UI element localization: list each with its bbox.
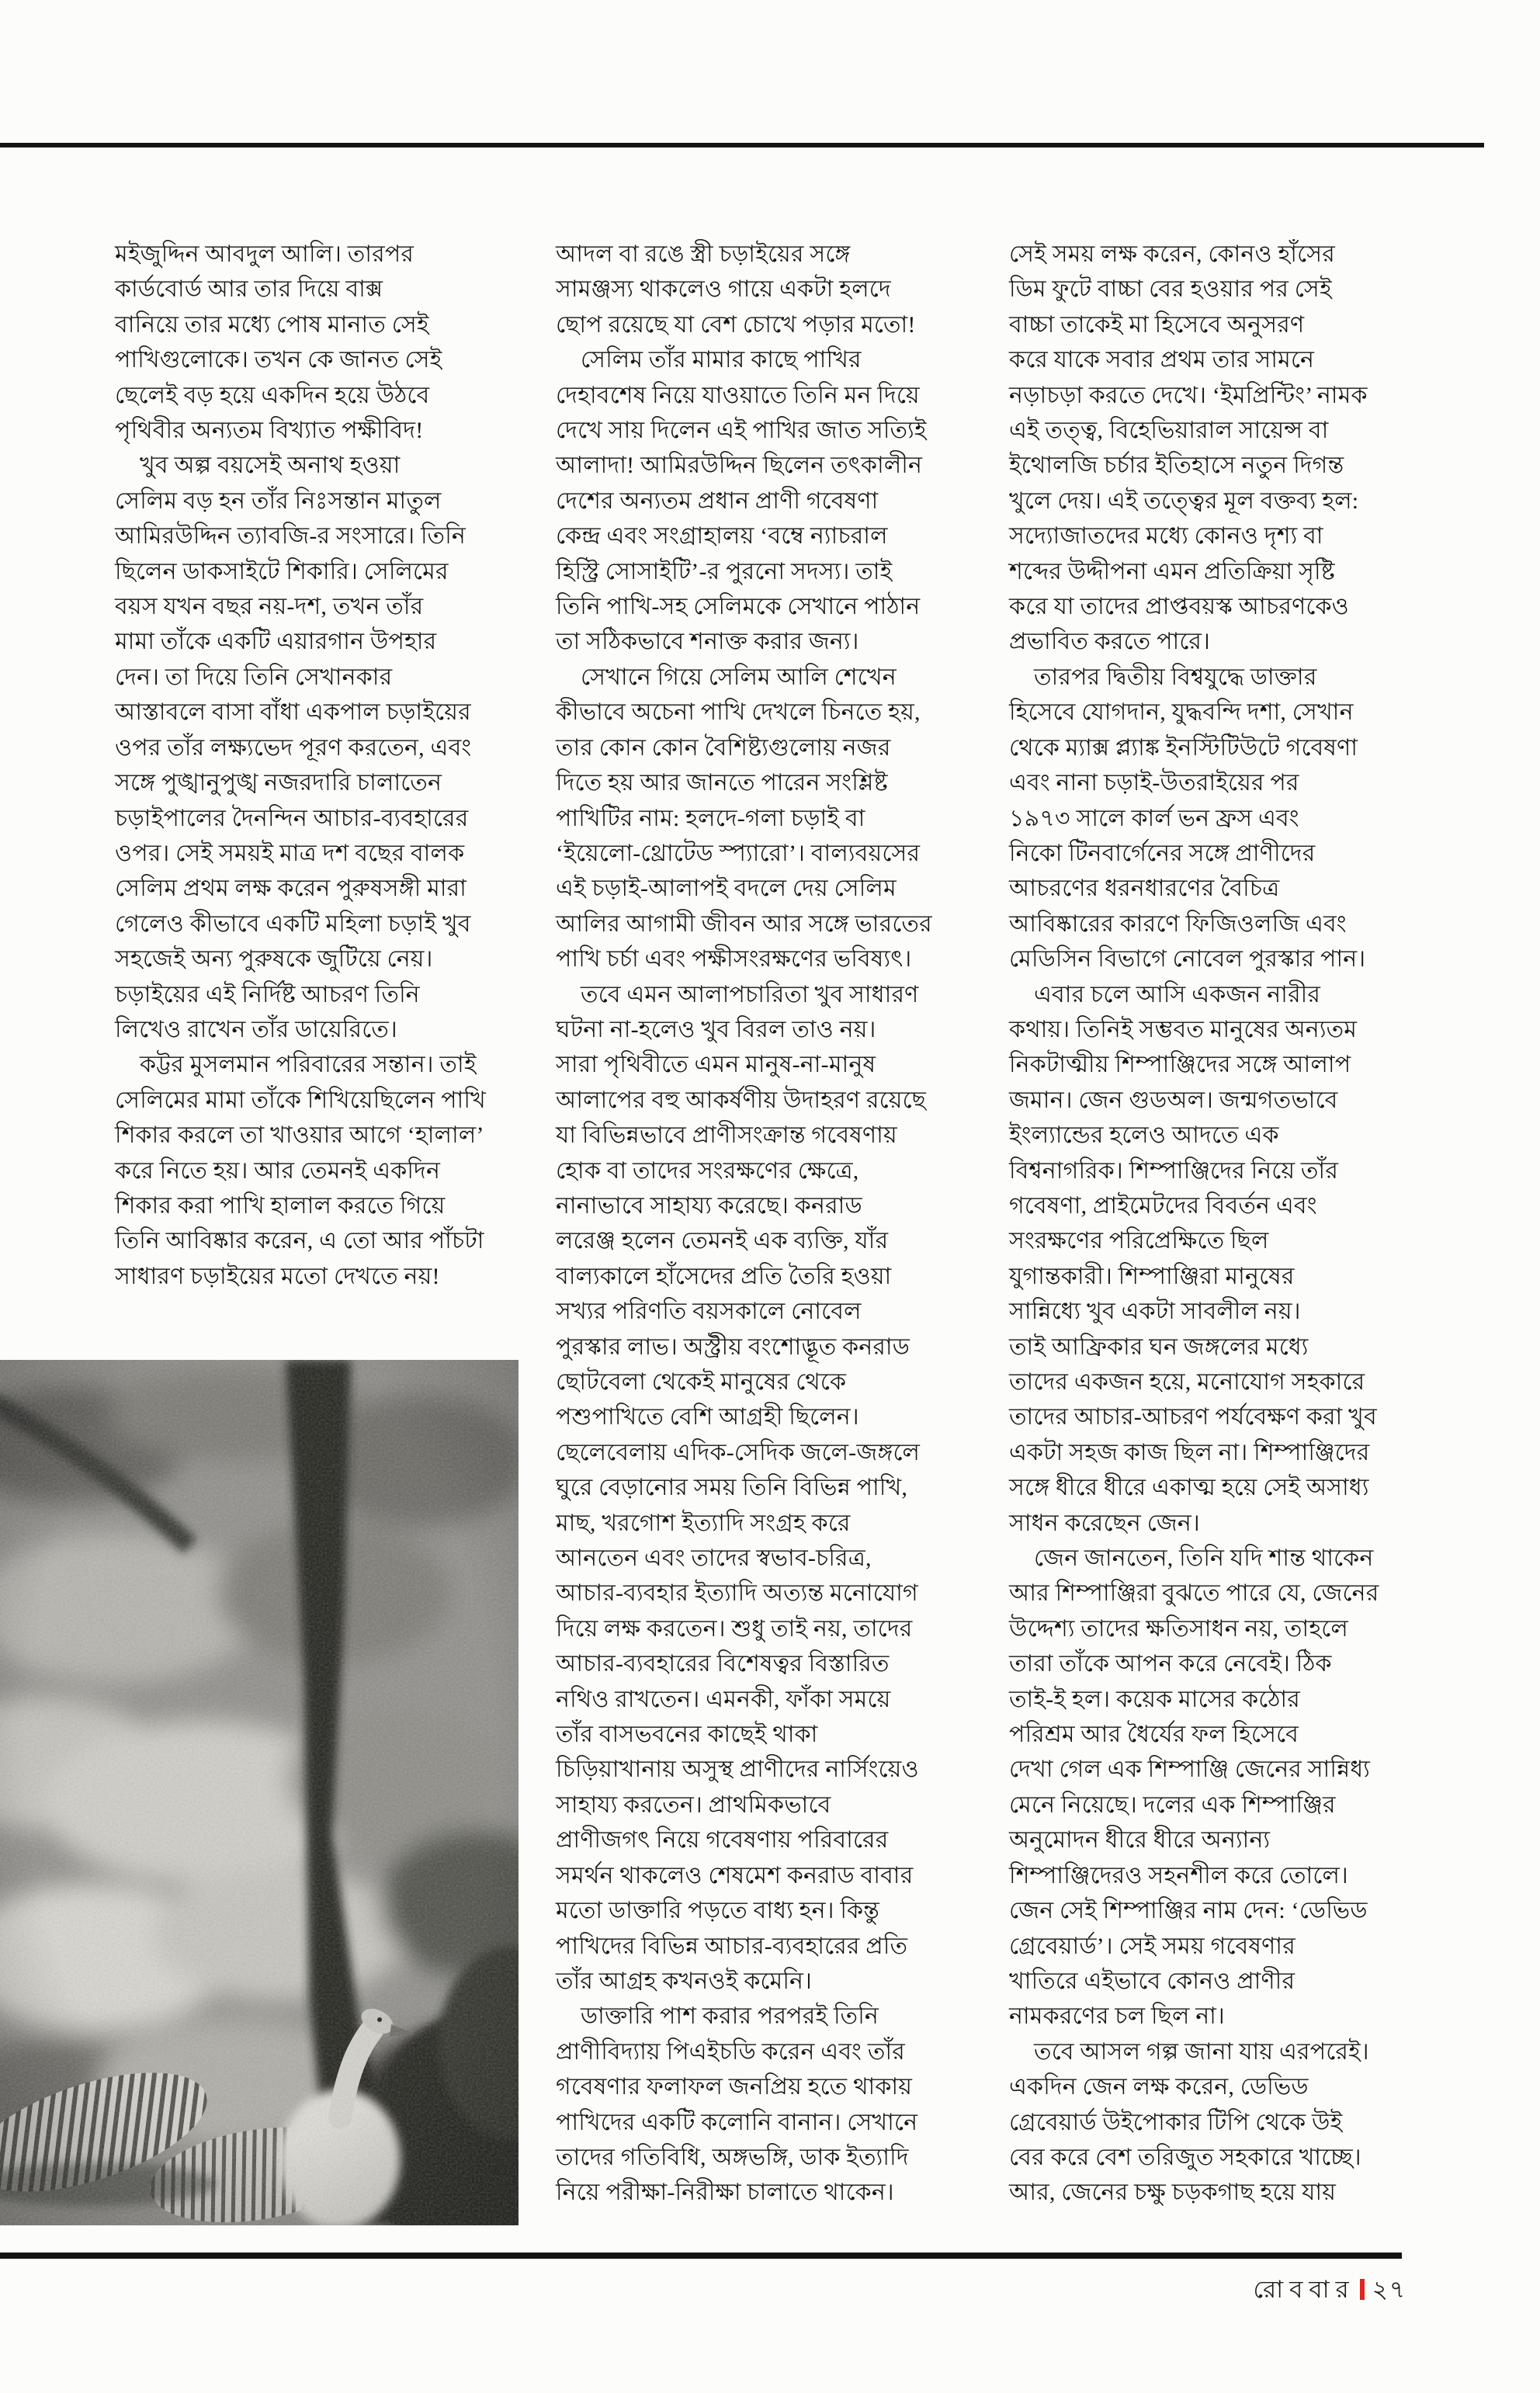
- text-line: তিনি পাখি-সহ সেলিমকে সেখানে পাঠান: [556, 594, 921, 620]
- text-line: ছিলেন ডাকসাইটে শিকারি। সেলিমের: [115, 558, 449, 584]
- text-line: লিখেও রাখেন তাঁর ডায়েরিতে।: [115, 1016, 397, 1042]
- footer-divider-bar: [1360, 2279, 1365, 2300]
- article-column-2: [556, 237, 975, 2211]
- text-line: দেখা গেল এক শিম্পাঞ্জি জেনের সান্নিধ্য: [1009, 1757, 1371, 1783]
- text-line: নিকো টিনবার্গেনের সঙ্গে প্রাণীদের: [1009, 840, 1316, 866]
- bottom-rule: [0, 2253, 1402, 2259]
- text-line: বাচ্চা তাকেই মা হিসেবে অনুসরণ: [1009, 311, 1305, 338]
- top-rule: [0, 143, 1484, 147]
- text-line: ছেলেবেলায় এদিক-সেদিক জলে-জঙ্গলে: [556, 1439, 921, 1465]
- text-line: থেকে ম্যাক্স প্ল্যাঙ্ক ইনস্টিটিউটে গবেষণা: [1009, 734, 1358, 761]
- text-line: ছোপ রয়েছে যা বেশ চোখে পড়ার মতো!: [556, 311, 916, 338]
- text-line: মেডিসিন বিভাগে নোবেল পুরস্কার পান।: [1009, 946, 1366, 973]
- text-line: আচরণের ধরনধারণের বৈচিত্র: [1009, 876, 1280, 902]
- text-line: তিনি আবিষ্কার করেন, এ তো আর পাঁচটা: [115, 1228, 484, 1254]
- text-line: ঘটনা না-হলেও খুব বিরল তাও নয়।: [556, 1016, 876, 1042]
- text-line: কীভাবে অচেনা পাখি দেখলে চিনতে হয়,: [556, 699, 921, 726]
- text-line: সেখানে গিয়ে সেলিম আলি শেখেন: [581, 664, 897, 690]
- page-footer: [0, 2271, 1406, 2311]
- text-line: বাল্যকালে হাঁসেদের প্রতি তৈরি হওয়া: [556, 1263, 892, 1289]
- text-line: এই চড়াই-আলাপই বদলে দেয় সেলিম: [556, 876, 897, 902]
- text-line: পাখিদের একটি কলোনি বানান। সেখানে: [556, 2109, 918, 2135]
- text-line: মইজুদ্দিন আবদুল আলি। তারপর: [115, 241, 414, 267]
- text-line: উদ্দেশ্য তাদের ক্ষতিসাধন নয়, তাহলে: [1009, 1615, 1348, 1642]
- text-line: দিতে হয় আর জানতে পারেন সংশ্লিষ্ট: [556, 770, 888, 796]
- text-line: তাদের একজন হয়ে, মনোযোগ সহকারে: [1009, 1369, 1365, 1395]
- geese-photo: [0, 1360, 519, 2225]
- text-line: সঙ্গে পুঙ্খানুপুঙ্খ নজরদারি চালাতেন: [115, 770, 442, 796]
- text-line: আর শিম্পাঞ্জিরা বুঝতে পারে যে, জেনের: [1009, 1580, 1379, 1607]
- text-line: নামকরণের চল ছিল না।: [1009, 2003, 1225, 2030]
- text-line: সাহায্য করতেন। প্রাথমিকভাবে: [556, 1791, 831, 1818]
- text-line: আলির আগামী জীবন আর সঙ্গে ভারতের: [556, 910, 932, 937]
- text-line: জমান। জেন গুডঅল। জন্মগতভাবে: [1009, 1087, 1338, 1113]
- text-line: দেহাবশেষ নিয়ে যাওয়াতে তিনি মন দিয়ে: [556, 382, 920, 408]
- text-line: বিশ্বনাগরিক। শিম্পাঞ্জিদের নিয়ে তাঁর: [1009, 1157, 1339, 1184]
- text-line: গবেষণার ফলাফল জনপ্রিয় হতে থাকায়: [556, 2074, 913, 2100]
- text-line: সান্নিধ্যে খুব একটা সাবলীল নয়।: [1009, 1299, 1301, 1325]
- text-line: জেন সেই শিম্পাঞ্জির নাম দেন: ‘ডেভিড: [1009, 1898, 1368, 1924]
- text-line: চিড়িয়াখানায় অসুস্থ প্রাণীদের নার্সিংয়েও: [556, 1757, 919, 1783]
- text-line: দেশের অন্যতম প্রধান প্রাণী গবেষণা: [556, 487, 879, 514]
- page-number: ২৭: [1372, 2276, 1406, 2303]
- text-line: কার্ডবোর্ড আর তার দিয়ে বাক্স: [115, 276, 383, 303]
- text-line: দিয়ে লক্ষ করতেন। শুধু তাই নয়, তাদের: [556, 1615, 913, 1642]
- text-line: শিম্পাঞ্জিদেরও সহনশীল করে তোলে।: [1009, 1862, 1348, 1888]
- article-column-1: [115, 237, 530, 1294]
- text-line: নিয়ে পরীক্ষা-নিরীক্ষা চালাতে থাকেন।: [556, 2180, 894, 2206]
- geese-photo-illustration: [0, 1360, 519, 2225]
- text-line: পুরস্কার লাভ। অস্ট্রীয় বংশোদ্ভূত কনরাড: [556, 1333, 910, 1360]
- text-line: সংরক্ষণের পরিপ্রেক্ষিতে ছিল: [1009, 1228, 1269, 1254]
- text-line: তারা তাঁকে আপন করে নেবেই। ঠিক: [1009, 1651, 1332, 1677]
- text-line: সেলিম বড় হন তাঁর নিঃসন্তান মাতুল: [115, 487, 442, 514]
- text-line: পাখিটির নাম: হলদে-গলা চড়াই বা: [556, 805, 865, 831]
- text-line: চড়াইপালের দৈনন্দিন আচার-ব্যবহারের: [115, 805, 469, 831]
- text-line: সেলিম তাঁর মামার কাছে পাখির: [581, 347, 862, 373]
- text-line: তাই-ই হল। কয়েক মাসের কঠোর: [1009, 1686, 1300, 1712]
- text-line: আচার-ব্যবহারের বিশেষত্বর বিস্তারিত: [556, 1651, 890, 1677]
- text-line: আস্তাবলে বাসা বাঁধা একপাল চড়াইয়ের: [115, 699, 471, 726]
- text-line: তার কোন কোন বৈশিষ্ট্যগুলোয় নজর: [556, 734, 891, 761]
- text-line: মেনে নিয়েছে। দলের এক শিম্পাঞ্জির: [1009, 1791, 1336, 1818]
- text-line: গ্রেবেয়ার্ড উইপোকার টিপি থেকে উই: [1009, 2109, 1343, 2135]
- text-line: গবেষণা, প্রাইমেটদের বিবর্তন এবং: [1009, 1192, 1317, 1219]
- text-line: তাদের গতিবিধি, অঙ্গভঙ্গি, ডাক ইত্যাদি: [556, 2144, 909, 2170]
- text-line: লরেঞ্জ হলেন তেমনই এক ব্যক্তি, যাঁর: [556, 1228, 889, 1254]
- text-line: চড়াইয়ের এই নির্দিষ্ট আচরণ তিনি: [115, 981, 420, 1007]
- text-line: আলাপের বহু আকর্ষণীয় উদাহরণ রয়েছে: [556, 1087, 927, 1113]
- text-line: সেলিম প্রথম লক্ষ করেন পুরুষসঙ্গী মারা: [115, 876, 467, 902]
- text-line: করে যাকে সবার প্রথম তার সামনে: [1009, 347, 1315, 373]
- text-line: জেন জানতেন, তিনি যদি শান্ত থাকেন: [1034, 1545, 1374, 1572]
- text-line: ‘ইয়েলো-থ্রোটেড স্প্যারো’। বাল্যবয়সের: [556, 840, 921, 866]
- text-line: তাঁর বাসভবনের কাছেই থাকা: [556, 1722, 818, 1748]
- text-line: এই তত্ত্ব, বিহেভিয়ারাল সায়েন্স বা: [1009, 418, 1329, 444]
- text-line: সেই সময় লক্ষ করেন, কোনও হাঁসের: [1009, 241, 1335, 267]
- text-line: যুগান্তকারী। শিম্পাঞ্জিরা মানুষের: [1009, 1263, 1295, 1289]
- text-line: নথিও রাখতেন। এমনকী, ফাঁকা সময়ে: [556, 1686, 891, 1712]
- text-line: করে নিতে হয়। আর তেমনই একদিন: [115, 1157, 441, 1184]
- text-line: তাই আফ্রিকার ঘন জঙ্গলের মধ্যে: [1009, 1333, 1309, 1360]
- text-line: ছোটবেলা থেকেই মানুষের থেকে: [556, 1369, 847, 1395]
- text-line: এবার চলে আসি একজন নারীর: [1034, 981, 1321, 1007]
- text-line: পশুপাখিতে বেশি আগ্রহী ছিলেন।: [556, 1404, 859, 1431]
- text-line: একটা সহজ কাজ ছিল না। শিম্পাঞ্জিদের: [1009, 1439, 1370, 1465]
- text-line: পাখিদের বিভিন্ন আচার-ব্যবহারের প্রতি: [556, 1933, 908, 1959]
- text-line: দেখে সায় দিলেন এই পাখির জাত সত্যিই: [556, 418, 927, 444]
- text-line: তাদের আচার-আচরণ পর্যবেক্ষণ করা খুব: [1009, 1404, 1377, 1431]
- text-line: নানাভাবে সাহায্য করেছে। কনরাড: [556, 1192, 862, 1219]
- text-line: একদিন জেন লক্ষ করেন, ডেভিড: [1009, 2074, 1309, 2100]
- text-line: প্রাণীজগৎ নিয়ে গবেষণায় পরিবারের: [556, 1827, 889, 1854]
- text-line: প্রভাবিত করতে পারে।: [1009, 629, 1211, 655]
- text-line: আর, জেনের চক্ষু চড়কগাছ হয়ে যায়: [1009, 2180, 1337, 2206]
- text-line: পরিশ্রম আর ধৈর্যের ফল হিসেবে: [1009, 1722, 1299, 1748]
- text-line: হিস্ট্রি সোসাইটি’-র পুরনো সদস্য। তাই: [556, 558, 893, 584]
- text-line: তবে আসল গল্প জানা যায় এরপরেই।: [1034, 2038, 1369, 2065]
- text-line: বের করে বেশ তরিজুত সহকারে খাচ্ছে।: [1009, 2144, 1361, 2170]
- text-line: ঘুরে বেড়ানোর সময় তিনি বিভিন্ন পাখি,: [556, 1475, 908, 1501]
- text-line: করে যা তাদের প্রাপ্তবয়স্ক আচরণকেও: [1009, 594, 1349, 620]
- text-line: বানিয়ে তার মধ্যে পোষ মানাত সেই: [115, 311, 429, 338]
- text-line: যা বিভিন্নভাবে প্রাণীসংক্রান্ত গবেষণায়: [556, 1122, 897, 1149]
- text-line: অনুমোদন ধীরে ধীরে অন্যান্য: [1009, 1827, 1271, 1854]
- text-line: কেন্দ্র এবং সংগ্রাহালয় ‘বম্বে ন্যাচরাল: [556, 523, 888, 550]
- text-line: তারপর দ্বিতীয় বিশ্বযুদ্ধে ডাক্তার: [1034, 664, 1317, 690]
- text-line: গেলেও কীভাবে একটি মহিলা চড়াই খুব: [115, 910, 471, 937]
- text-line: আবিষ্কারের কারণে ফিজিওলজি এবং: [1009, 910, 1347, 937]
- text-line: খুব অল্প বয়সেই অনাথ হওয়া: [140, 453, 401, 479]
- text-line: ওপর তাঁর লক্ষ্যভেদ পূরণ করতেন, এবং: [115, 734, 472, 761]
- text-line: এবং নানা চড়াই-উতরাইয়ের পর: [1009, 770, 1299, 796]
- text-line: আমিরউদ্দিন ত্যাবজি-র সংসারে। তিনি: [115, 523, 466, 550]
- text-line: সহজেই অন্য পুরুষকে জুটিয়ে নেয়।: [115, 946, 433, 973]
- text-line: তবে এমন আলাপচারিতা খুব সাধারণ: [581, 981, 919, 1007]
- text-line: সমর্থন থাকলেও শেষমেশ কনরাড বাবার: [556, 1862, 914, 1888]
- text-line: সামঞ্জস্য থাকলেও গায়ে একটা হলদে: [556, 276, 891, 303]
- text-line: আনতেন এবং তাদের স্বভাব-চরিত্র,: [556, 1545, 872, 1572]
- text-line: প্রাণীবিদ্যায় পিএইচডি করেন এবং তাঁর: [556, 2038, 905, 2065]
- text-line: মামা তাঁকে একটি এয়ারগান উপহার: [115, 629, 437, 655]
- text-line: সাধন করেছেন জেন।: [1009, 1510, 1200, 1536]
- text-line: ডাক্তারি পাশ করার পরপরই তিনি: [581, 2003, 879, 2030]
- text-line: ইংল্যান্ডের হলেও আদতে এক: [1009, 1122, 1279, 1149]
- text-line: ১৯৭৩ সালে কার্ল ভন ফ্রস এবং: [1009, 805, 1299, 831]
- text-line: সখ্যর পরিণতি বয়সকালে নোবেল: [556, 1299, 862, 1325]
- text-line: তাঁর আগ্রহ কখনওই কমেনি।: [556, 1968, 813, 1994]
- magazine-name: রোববার: [1253, 2276, 1355, 2303]
- text-line: মতো ডাক্তারি পড়তে বাধ্য হন। কিন্তু: [556, 1898, 880, 1924]
- text-line: নড়াচড়া করতে দেখে। ‘ইমপ্রিন্টিং’ নামক: [1009, 382, 1368, 408]
- text-line: পাখিগুলোকে। তখন কে জানত সেই: [115, 347, 442, 373]
- text-line: শিকার করলে তা খাওয়ার আগে ‘হালাল’: [115, 1122, 484, 1149]
- text-line: তা সঠিকভাবে শনাক্ত করার জন্য।: [556, 629, 859, 655]
- text-line: হিসেবে যোগদান, যুদ্ধবন্দি দশা, সেখান: [1009, 699, 1354, 726]
- text-line: কট্টর মুসলমান পরিবারের সন্তান। তাই: [140, 1052, 477, 1078]
- text-line: ওপর। সেই সময়ই মাত্র দশ বছের বালক: [115, 840, 465, 866]
- text-line: কথায়। তিনিই সম্ভবত মানুষের অন্যতম: [1009, 1016, 1358, 1042]
- text-line: খুলে দেয়। এই তত্ত্বের মূল বক্তব্য হল:: [1009, 487, 1359, 514]
- text-line: সেলিমের মামা তাঁকে শিখিয়েছিলেন পাখি: [115, 1087, 486, 1113]
- text-line: মাছ, খরগোশ ইত্যাদি সংগ্রহ করে: [556, 1510, 851, 1536]
- article-column-3: [1009, 237, 1401, 2211]
- text-line: পৃথিবীর অন্যতম বিখ্যাত পক্ষীবিদ!: [115, 418, 424, 444]
- text-line: সারা পৃথিবীতে এমন মানুষ-না-মানুষ: [556, 1052, 876, 1078]
- text-line: সদ্যোজাতদের মধ্যে কোনও দৃশ্য বা: [1009, 523, 1323, 550]
- text-line: গ্রেবেয়ার্ড’। সেই সময় গবেষণার: [1009, 1933, 1295, 1959]
- text-line: সঙ্গে ধীরে ধীরে একাত্ম হয়ে সেই অসাধ্য: [1009, 1475, 1369, 1501]
- text-line: ইথোলজি চর্চার ইতিহাসে নতুন দিগন্ত: [1009, 453, 1344, 479]
- text-line: শিকার করা পাখি হালাল করতে গিয়ে: [115, 1192, 446, 1219]
- text-line: আচার-ব্যবহার ইত্যাদি অত্যন্ত মনোযোগ: [556, 1580, 918, 1607]
- text-line: শব্দের উদ্দীপনা এমন প্রতিক্রিয়া সৃষ্টি: [1009, 558, 1335, 584]
- text-line: হোক বা তাদের সংরক্ষণের ক্ষেত্রে,: [556, 1157, 859, 1184]
- text-line: দেন। তা দিয়ে তিনি সেখানকার: [115, 664, 393, 690]
- text-line: আদল বা রঙে স্ত্রী চড়াইয়ের সঙ্গে: [556, 241, 851, 267]
- text-line: ছেলেই বড় হয়ে একদিন হয়ে উঠবে: [115, 382, 430, 408]
- text-line: পাখি চর্চা এবং পক্ষীসংরক্ষণের ভবিষ্যৎ।: [556, 946, 912, 973]
- text-line: সাধারণ চড়াইয়ের মতো দেখতে নয়!: [115, 1263, 440, 1289]
- text-line: নিকটাত্মীয় শিম্পাঞ্জিদের সঙ্গে আলাপ: [1009, 1052, 1351, 1078]
- text-line: ডিম ফুটে বাচ্চা বের হওয়ার পর সেই: [1009, 276, 1332, 303]
- text-line: খাতিরে এইভাবে কোনও প্রাণীর: [1009, 1968, 1295, 1994]
- text-line: বয়স যখন বছর নয়-দশ, তখন তাঁর: [115, 594, 424, 620]
- text-line: আলাদা! আমিরউদ্দিন ছিলেন তৎকালীন: [556, 453, 923, 479]
